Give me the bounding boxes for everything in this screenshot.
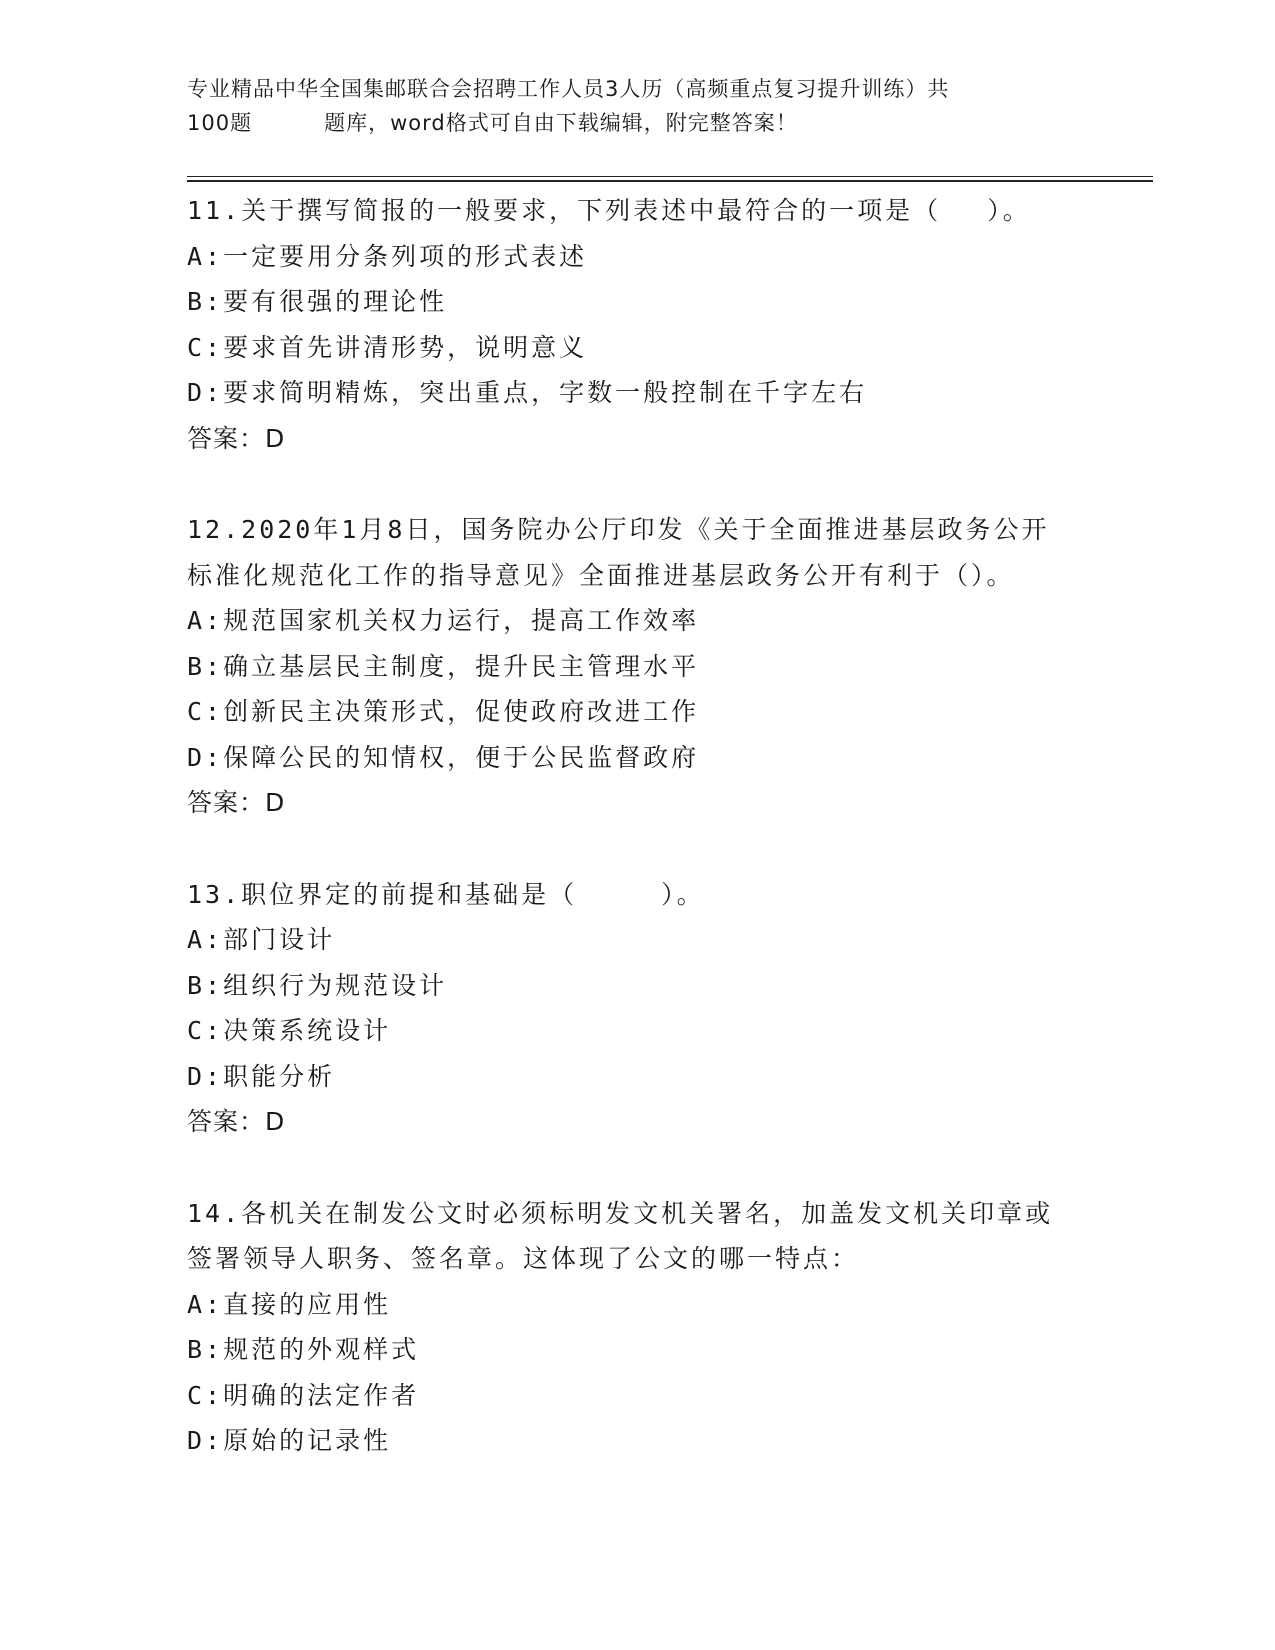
- option-b: B:要有很强的理论性: [187, 287, 448, 316]
- answer-line: 答案：D: [187, 1107, 286, 1136]
- header-title-line-2: [187, 106, 1107, 140]
- header-title-line-1: 专业精品中华全国集邮联合会招聘工作人员3人历（高频重点复习提升训练）共: [187, 77, 950, 101]
- option-b: B:组织行为规范设计: [187, 970, 448, 1000]
- question-stem-continued: 签署领导人职务、签名章。这体现了公文的哪一特点：: [187, 1244, 860, 1273]
- option-b: B:确立基层民主制度，提升民主管理水平: [187, 651, 700, 681]
- header-divider-thick: [187, 180, 1153, 182]
- option-d: D:要求简明精炼，突出重点，字数一般控制在千字左右: [187, 378, 868, 407]
- question-block-14: [187, 1191, 1187, 1464]
- question-stem: 14.各机关在制发公文时必须标明发文机关署名，加盖发文机关印章或: [187, 1198, 1054, 1228]
- option-b: B:规范的外观样式: [187, 1335, 420, 1364]
- option-c: C:明确的法定作者: [187, 1380, 420, 1410]
- question-stem: 12.2020年1月8日，国务院办公厅印发《关于全面推进基层政务公开: [187, 515, 1050, 544]
- option-a: A:部门设计: [187, 925, 336, 954]
- header-description: 题库，word格式可自由下载编辑，附完整答案！: [324, 111, 798, 135]
- option-d: D:职能分析: [187, 1061, 336, 1091]
- question-stem: 13.职位界定的前提和基础是（ ）。: [187, 879, 705, 909]
- question-block-12: [187, 507, 1187, 826]
- option-d: D:原始的记录性: [187, 1426, 392, 1455]
- question-block-13: [187, 872, 1187, 1145]
- header-question-count: 100题: [187, 111, 253, 135]
- question-list: [187, 188, 1187, 1464]
- answer-line: 答案：D: [187, 788, 286, 817]
- question-block-11: [187, 188, 1187, 461]
- option-a: A:直接的应用性: [187, 1289, 392, 1319]
- option-a: A:规范国家机关权力运行，提高工作效率: [187, 606, 700, 635]
- question-stem-continued: 标准化规范化工作的指导意见》全面推进基层政务公开有利于（）。: [187, 560, 1015, 590]
- option-d: D:保障公民的知情权，便于公民监督政府: [187, 742, 700, 772]
- option-c: C:决策系统设计: [187, 1016, 392, 1045]
- option-a: A:一定要用分条列项的形式表述: [187, 241, 588, 271]
- option-c: C:创新民主决策形式，促使政府改进工作: [187, 697, 700, 726]
- header-divider-thin: [187, 176, 1153, 177]
- document-header: [187, 72, 1107, 140]
- answer-line: 答案：D: [187, 423, 286, 453]
- option-c: C:要求首先讲清形势，说明意义: [187, 332, 588, 362]
- question-stem: 11.关于撰写简报的一般要求，下列表述中最符合的一项是（ ）。: [187, 196, 1031, 225]
